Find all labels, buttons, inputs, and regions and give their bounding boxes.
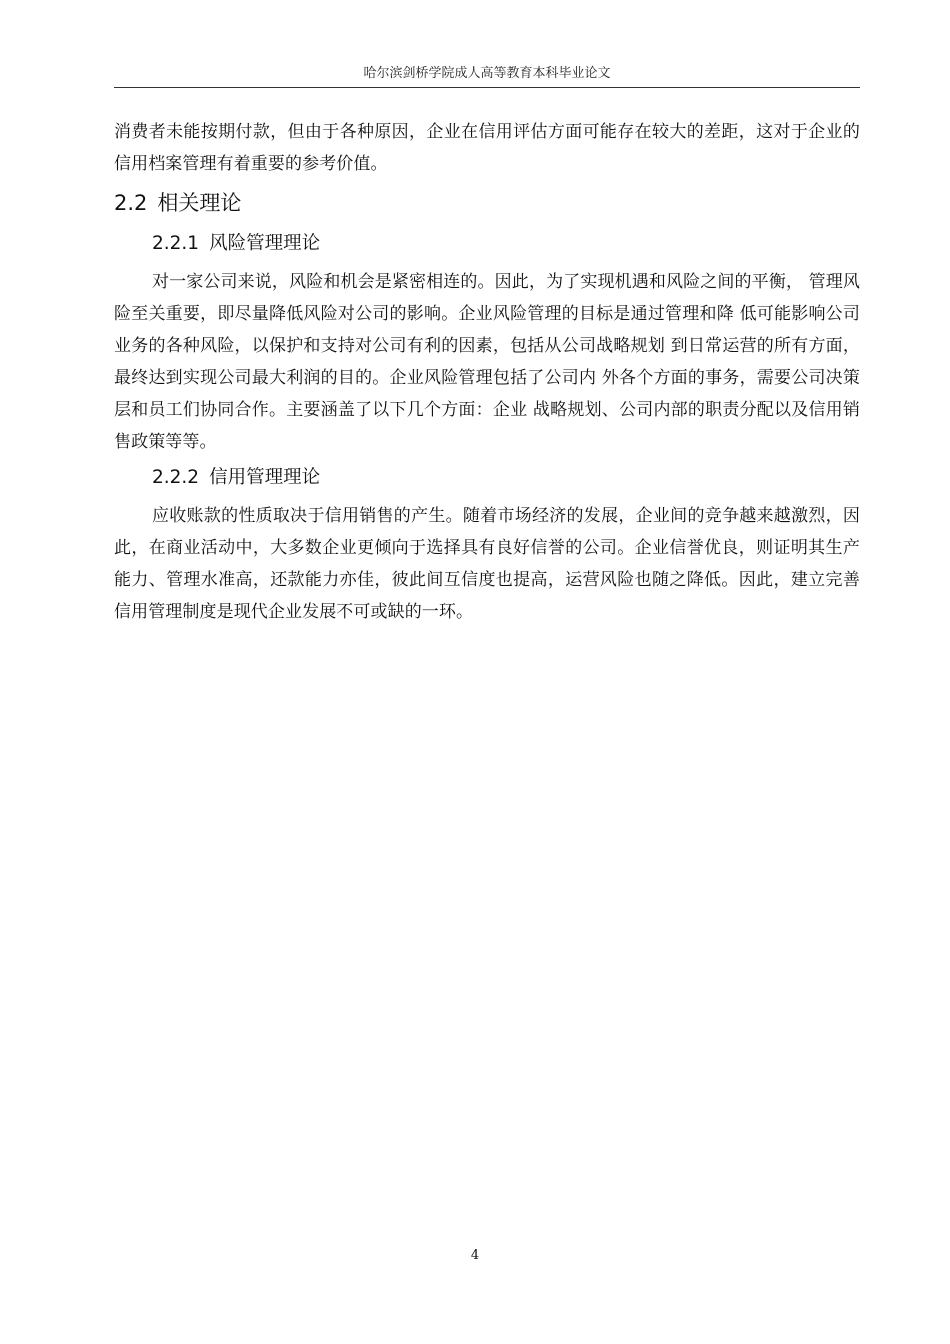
subsection-heading-2-2-1 (152, 228, 860, 260)
running-header: 哈尔滨剑桥学院成人高等教育本科毕业论文 (363, 66, 611, 81)
subsection-title: 信用管理理论 (209, 467, 321, 488)
section-heading-2-2 (114, 186, 860, 220)
header-divider (114, 87, 860, 88)
intro-paragraph: 消费者未能按期付款，但由于各种原因，企业在信用评估方面可能存在较大的差距，这对于企业的信用档案管理有着重要的参考价值。 (114, 122, 860, 174)
section-title: 相关理论 (157, 191, 242, 215)
subsection-heading-2-2-2 (152, 462, 860, 494)
page-number: 4 (470, 1248, 480, 1263)
subsection-title: 风险管理理论 (209, 233, 321, 254)
subsection-number: 2.2.1 (152, 233, 200, 254)
risk-management-paragraph: 对一家公司来说，风险和机会是紧密相连的。因此，为了实现机遇和风险之间的平衡， 管理风险至关重要，即尽量降低风险对公司的影响。企业风险管理的目标是通过管理和降 低可能影响公司业务的各种风险，以保护和支持对公司有利的因素，包括从公司战略规划 到日常运营的所有方面，最终达到实现公司最大利润的目的。企业风险管理包括了公司内 外各个方面的事务，需要公司决策层和员工们协同合作。主要涵盖了以下几个方面：企业 战略规划、公司内部的职责分配以及信用销售政策等等。 (114, 272, 860, 452)
subsection-number: 2.2.2 (152, 467, 200, 488)
page-body (114, 116, 860, 628)
credit-management-paragraph: 应收账款的性质取决于信用销售的产生。随着市场经济的发展，企业间的竞争越来越激烈，因此，在商业活动中，大多数企业更倾向于选择具有良好信誉的公司。企业信誉优良，则证明其生产能力、管理水准高，还款能力亦佳，彼此间互信度也提高，运营风险也随之降低。因此，建立完善信用管理制度是现代企业发展不可或缺的一环。 (114, 506, 860, 622)
section-number: 2.2 (114, 191, 148, 215)
